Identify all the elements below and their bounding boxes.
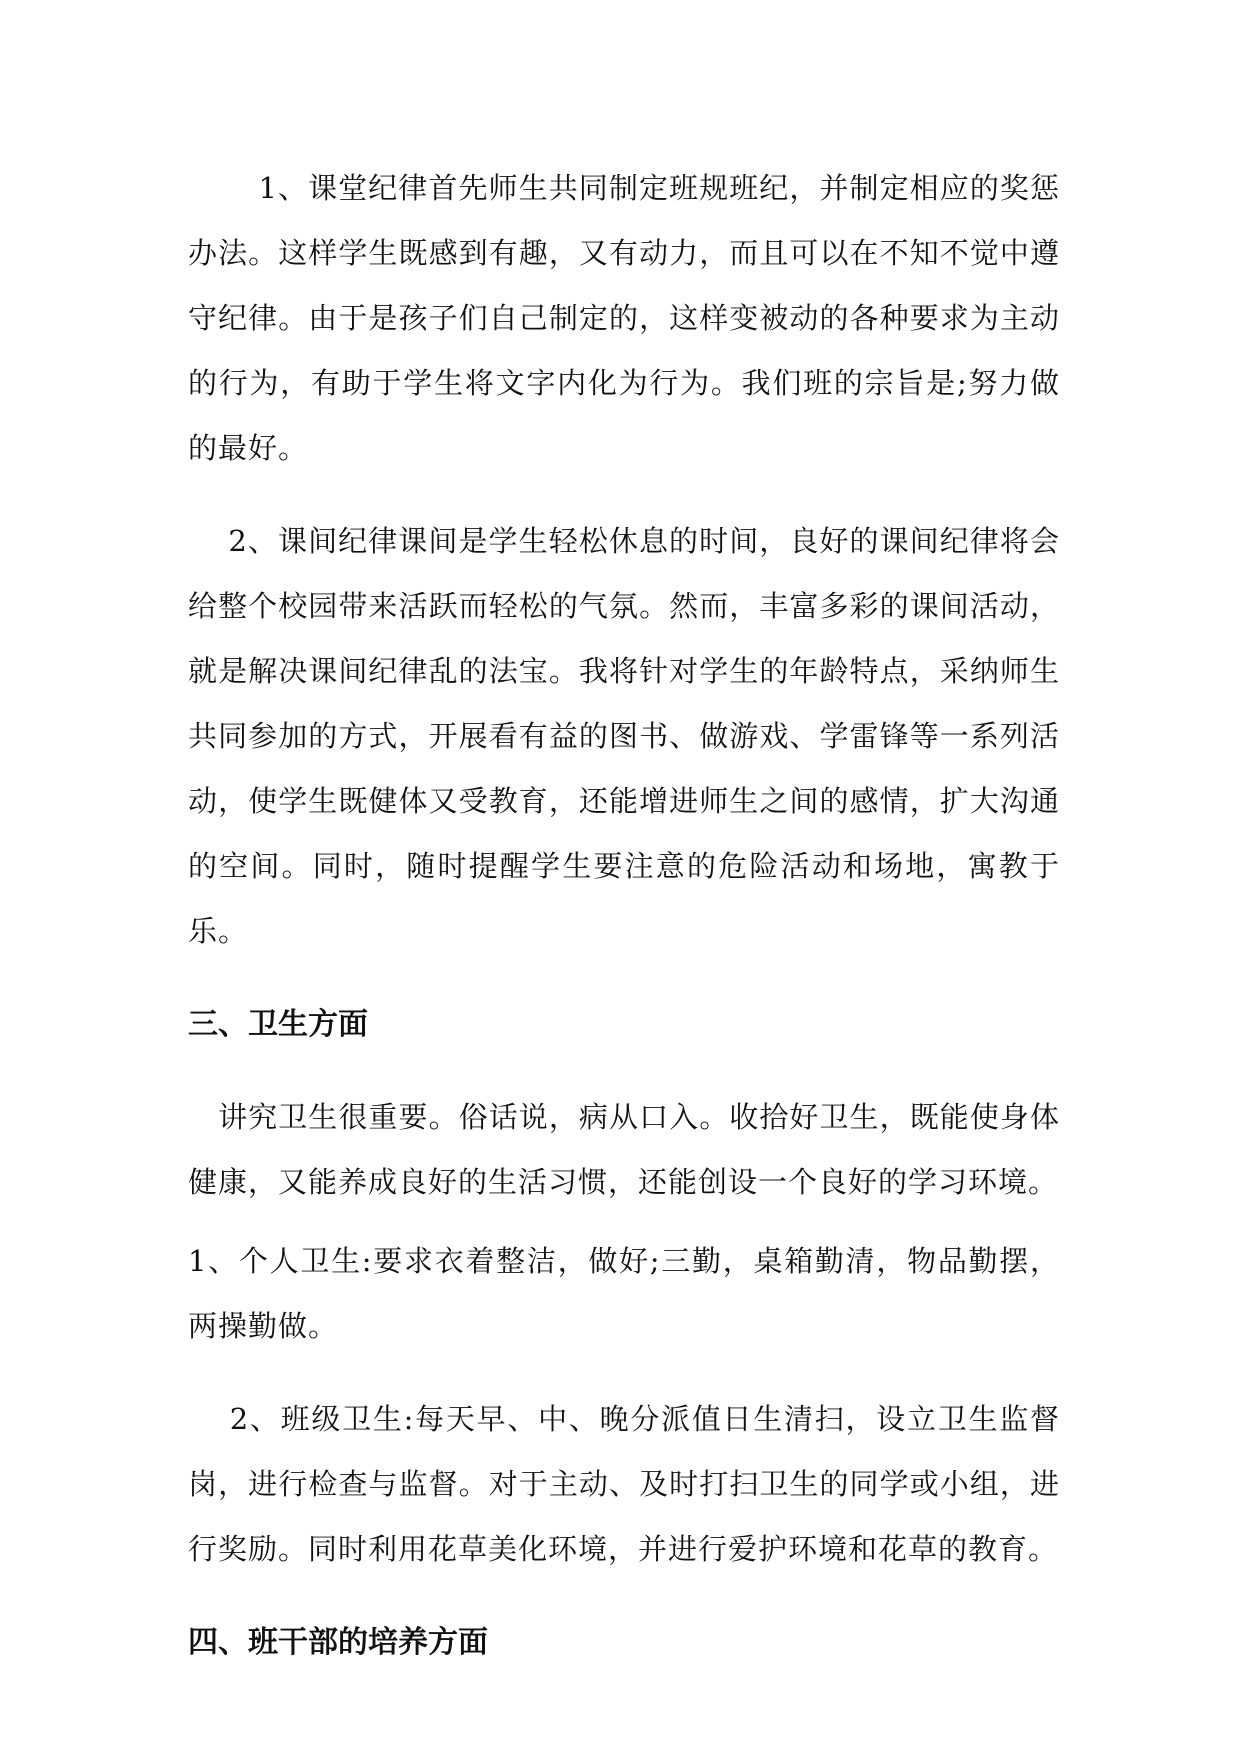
section-heading-hygiene: 三、卫生方面 [188, 1007, 368, 1042]
document-body [188, 156, 1060, 1675]
paragraph-class-hygiene: 2、班级卫生:每天早、中、晚分派值日生清扫，设立卫生监督岗，进行检查与监督。对于主动、及时打扫卫生的同学或小组，进行奖励。同时利用花草美化环境，并进行爱护环境和花草的教育。 [188, 1402, 1060, 1566]
paragraph-classroom-discipline: 1、课堂纪律首先师生共同制定班规班纪，并制定相应的奖惩办法。这样学生既感到有趣，又有动力，而且可以在不知不觉中遵守纪律。由于是孩子们自己制定的，这样变被动的各种要求为主动的行为，有助于学生将文字内化为行为。我们班的宗旨是;努力做的最好。 [188, 171, 1060, 465]
section-heading-class-cadres: 四、班干部的培养方面 [188, 1625, 488, 1660]
paragraph-hygiene-intro: 讲究卫生很重要。俗话说，病从口入。收拾好卫生，既能使身体健康，又能养成良好的生活习惯，还能创设一个良好的学习环境。 [188, 1100, 1060, 1199]
paragraph-break-discipline: 2、课间纪律课间是学生轻松休息的时间，良好的课间纪律将会给整个校园带来活跃而轻松的气氛。然而，丰富多彩的课间活动，就是解决课间纪律乱的法宝。我将针对学生的年龄特点，采纳师生共同参加的方式，开展看有益的图书、做游戏、学雷锋等一系列活动，使学生既健体又受教育，还能增进师生之间的感情，扩大沟通的空间。同时，随时提醒学生要注意的危险活动和场地，寓教于乐。 [188, 524, 1060, 948]
paragraph-personal-hygiene: 1、个人卫生:要求衣着整洁，做好;三勤，桌箱勤清，物品勤摆，两操勤做。 [188, 1244, 1060, 1343]
